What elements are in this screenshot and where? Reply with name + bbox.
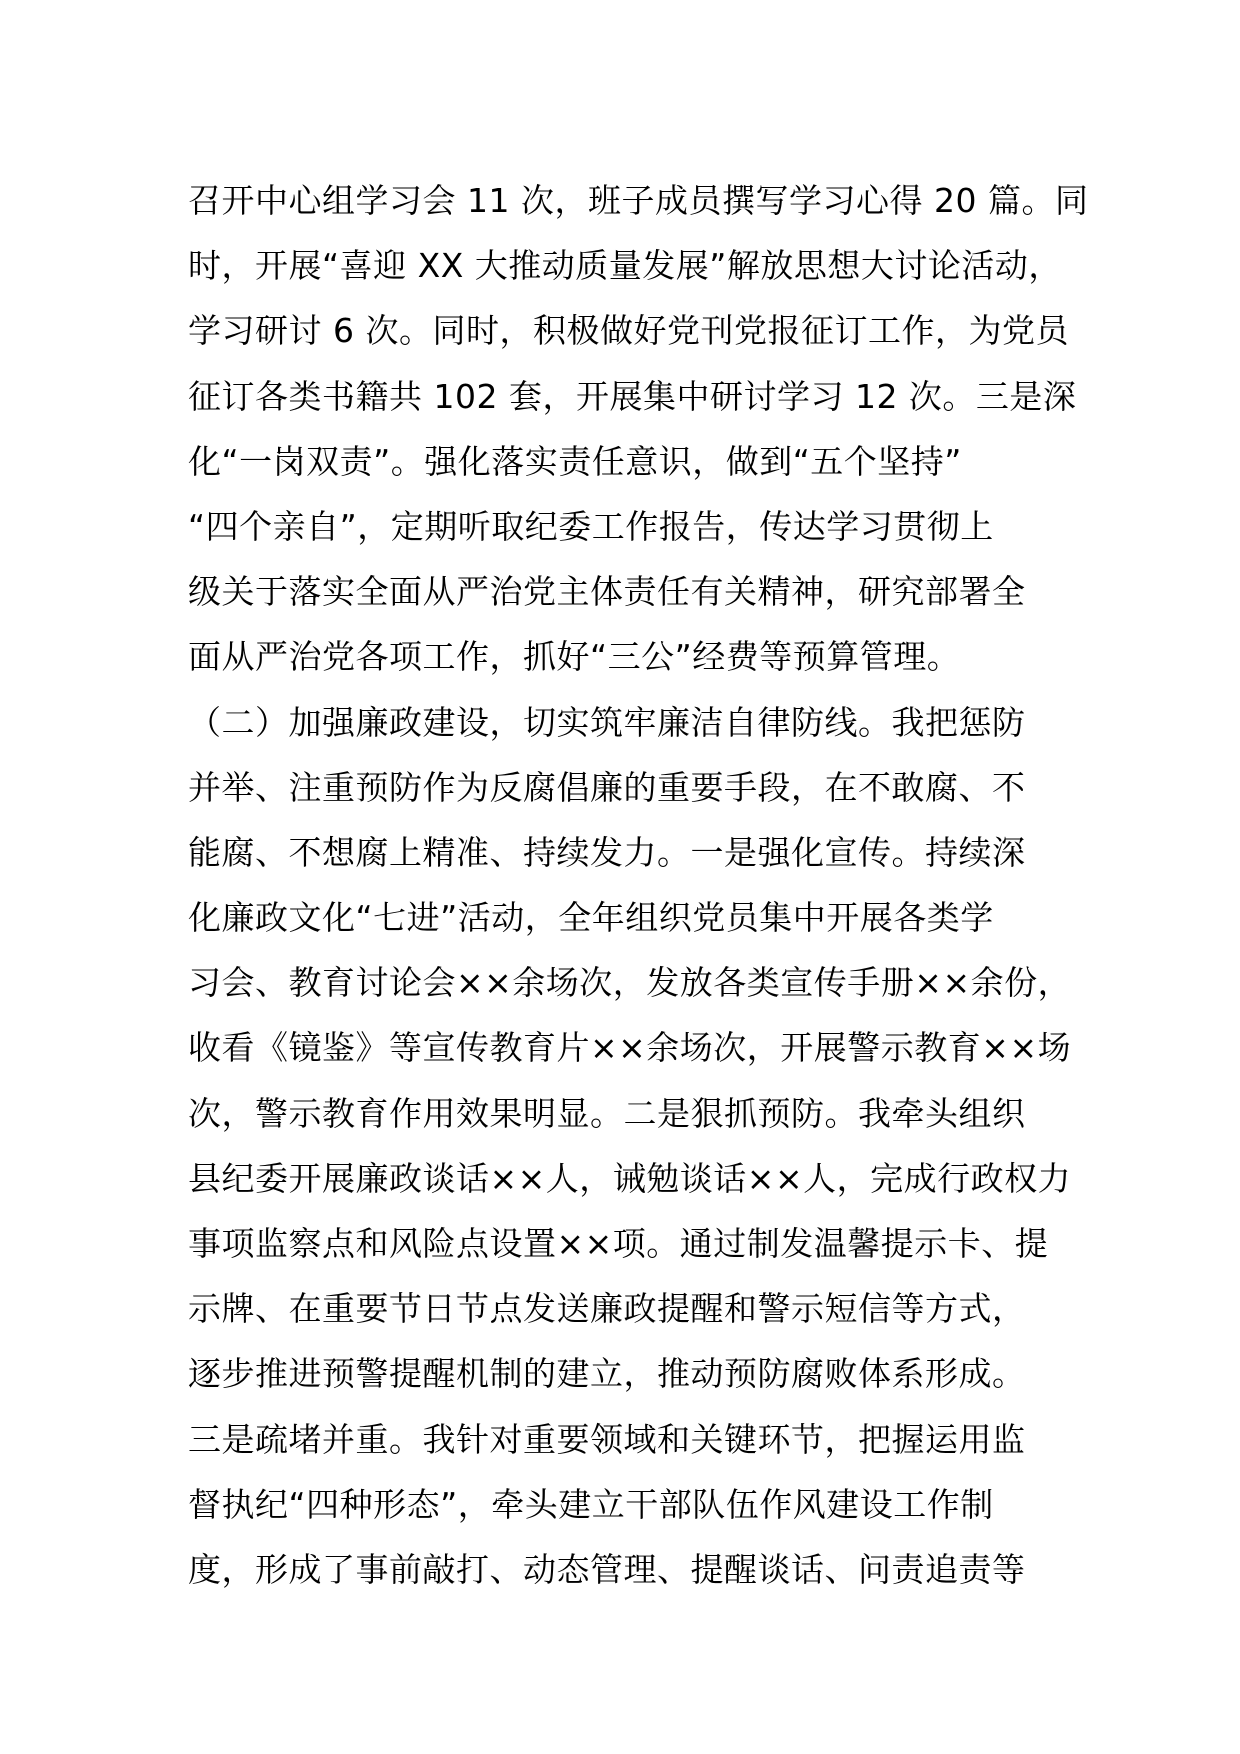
text-line: 度，形成了事前敲打、动态管理、提醒谈话、问责追责等 xyxy=(188,1549,1026,1589)
text-line: 习会、教育讨论会××余场次，发放各类宣传手册××余份， xyxy=(188,963,1072,1003)
text-line: 三是疏堵并重。我针对重要领域和关键环节，把握运用监 xyxy=(188,1419,1026,1459)
text-line: 学习研讨 6 次。同时，积极做好党刊党报征订工作，为党员 xyxy=(188,311,1069,351)
text-line: 收看《镜鉴》等宣传教育片××余场次，开展警示教育××场 xyxy=(188,1028,1072,1068)
text-line: 县纪委开展廉政谈话××人，诫勉谈话××人，完成行政权力 xyxy=(188,1158,1072,1198)
text-line: 化廉政文化“七进”活动，全年组织党员集中开展各类学 xyxy=(188,898,994,938)
text-line: 面从严治党各项工作，抓好“三公”经费等预算管理。 xyxy=(188,637,961,677)
text-line: 事项监察点和风险点设置××项。通过制发温馨提示卡、提 xyxy=(188,1224,1049,1263)
text-line: 逐步推进预警提醒机制的建立，推动预防腐败体系形成。 xyxy=(188,1354,1026,1394)
text-line: 化“一岗双责”。强化落实责任意识，做到“五个坚持” xyxy=(188,441,962,481)
text-line: 级关于落实全面从严治党主体责任有关精神，研究部署全 xyxy=(188,572,1026,612)
text-line: 次，警示教育作用效果明显。二是狠抓预防。我牵头组织 xyxy=(188,1093,1026,1133)
text-line: 能腐、不想腐上精准、持续发力。一是强化宣传。持续深 xyxy=(188,832,1026,872)
text-line: 督执纪“四种形态”，牵头建立干部队伍作风建设工作制 xyxy=(188,1484,994,1524)
text-line: 召开中心组学习会 11 次，班子成员撰写学习心得 20 篇。同 xyxy=(188,181,1089,220)
text-line: 征订各类书籍共 102 套，开展集中研讨学习 12 次。三是深 xyxy=(188,376,1077,416)
text-line: 时，开展“喜迎 XX 大推动质量发展”解放思想大讨论活动， xyxy=(188,246,1062,286)
body-text xyxy=(188,168,1089,1602)
text-line: （二）加强廉政建设，切实筑牢廉洁自律防线。我把惩防 xyxy=(188,702,1026,742)
text-line: “四个亲自”，定期听取纪委工作报告，传达学习贯彻上 xyxy=(188,506,994,546)
text-line: 并举、注重预防作为反腐倡廉的重要手段，在不敢腐、不 xyxy=(188,767,1026,807)
text-line: 示牌、在重要节日节点发送廉政提醒和警示短信等方式， xyxy=(188,1289,1026,1329)
